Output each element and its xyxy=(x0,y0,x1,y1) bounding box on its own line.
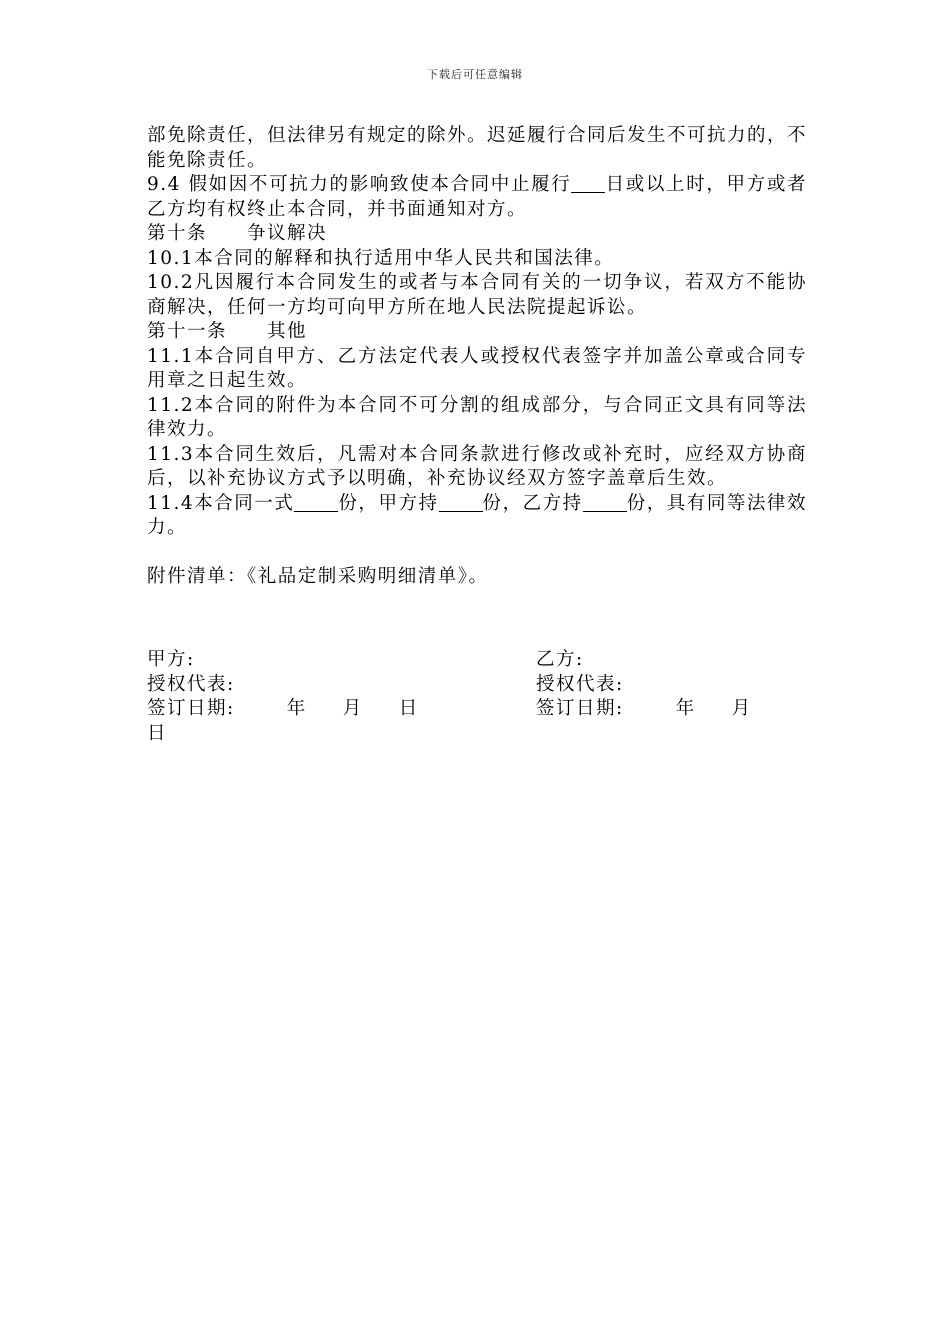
party-a-label: 甲方: xyxy=(147,649,195,670)
clause-11-4 xyxy=(147,492,807,541)
party-b-label: 乙方: xyxy=(536,649,584,670)
clause-11-4-text-b: 份，甲方持 xyxy=(338,492,439,514)
party-a-date xyxy=(147,697,419,722)
clause-11-4-text-c: 份，乙方持 xyxy=(482,492,583,514)
attachment-list: 附件清单：《礼品定制采购明细清单》。 xyxy=(147,566,489,587)
days-blank xyxy=(571,174,605,193)
signature-block xyxy=(147,648,807,746)
party-a-year: 年 xyxy=(286,698,307,719)
date-row xyxy=(147,697,807,722)
clause-11-1: 11.1本合同自甲方、乙方法定代表人或授权代表签字并加盖公章或合同专用章之日起生效。 xyxy=(147,345,807,391)
party-a-rep-label: 授权代表: xyxy=(147,673,235,695)
clause-9-3-continuation: 部免除责任，但法律另有规定的除外。迟延履行合同后发生不可抗力的，不能免除责任。 xyxy=(147,125,808,171)
article-11-title: 其他 xyxy=(267,321,308,342)
article-11-number: 第十一条 xyxy=(147,321,228,342)
party-b-date xyxy=(536,697,752,722)
party-b-rep-label: 授权代表: xyxy=(536,673,624,695)
copies-total-blank xyxy=(294,493,338,512)
representative-row xyxy=(147,673,807,698)
clause-10-1: 10.1本合同的解释和执行适用中华人民共和国法律。 xyxy=(147,247,615,269)
party-b-year: 年 xyxy=(675,698,696,719)
clause-9-4 xyxy=(147,173,807,222)
party-a-date-label: 签订日期: xyxy=(147,698,235,719)
party-b-day: 日 xyxy=(147,722,168,744)
contract-body xyxy=(147,124,807,590)
clause-11-4-text-a: 11.4本合同一式 xyxy=(147,492,295,514)
party-a-day: 日 xyxy=(398,698,419,719)
article-10-title: 争议解决 xyxy=(247,223,328,244)
party-b-month: 月 xyxy=(731,698,752,719)
clause-9-4-text-b: 日或以上时，甲方或者乙方均有权终止本合同，并书面通知对方。 xyxy=(147,174,807,220)
copies-party-b-blank xyxy=(583,493,627,512)
clause-10-2: 10.2凡因履行本合同发生的或者与本合同有关的一切争议，若双方不能协商解决，任何一方均可向甲方所在地人民法院提起诉讼。 xyxy=(147,272,807,318)
article-11-heading xyxy=(147,320,807,345)
page-header: 下载后可任意编辑 xyxy=(427,68,523,81)
party-row xyxy=(147,648,807,673)
party-a-month: 月 xyxy=(342,698,363,719)
clause-11-4-text-d: 份，具有同等法律效力。 xyxy=(147,492,807,538)
date-wrap-row xyxy=(147,722,807,747)
article-10-number: 第十条 xyxy=(147,223,208,244)
article-10-heading xyxy=(147,222,807,247)
clause-11-3: 11.3本合同生效后，凡需对本合同条款进行修改或补充时，应经双方协商后，以补充协议方式予以明确，补充协议经双方签字盖章后生效。 xyxy=(147,443,807,489)
clause-11-2: 11.2本合同的附件为本合同不可分割的组成部分，与合同正文具有同等法律效力。 xyxy=(147,394,807,440)
party-b-date-label: 签订日期: xyxy=(536,698,624,719)
copies-party-a-blank xyxy=(439,493,483,512)
clause-9-4-text-a: 9.4 假如因不可抗力的影响致使本合同中止履行 xyxy=(147,174,572,195)
